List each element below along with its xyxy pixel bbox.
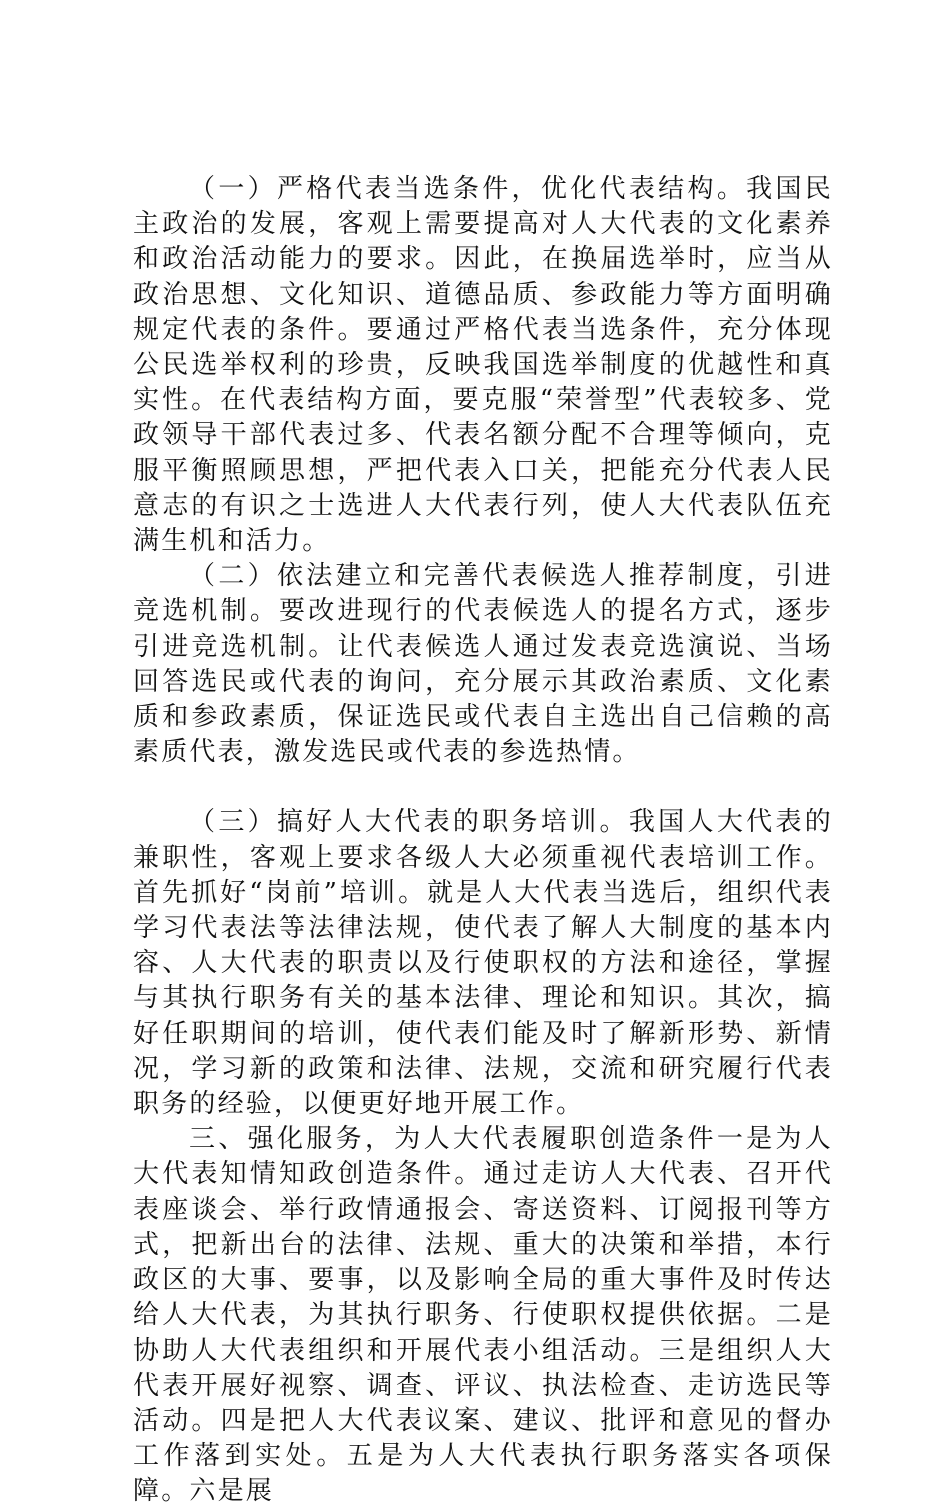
paragraph-3: （三）搞好人大代表的职务培训。我国人大代表的兼职性，客观上要求各级人大必须重视代表培训工作。首先抓好“岗前”培训。就是人大代表当选后，组织代表学习代表法等法律法规，使代表了解人大制度的基本内容、人大代表的职责以及行使职权的方法和途径，掌握与其执行职务有关的基本法律、理论和知识。其次，搞好任职期间的培训，使代表们能及时了解新形势、新情况，学习新的政策和法律、法规，交流和研究履行代表职务的经验，以便更好地开展工作。 <box>133 807 833 1120</box>
document-body <box>133 172 833 1510</box>
paragraph-1: （一）严格代表当选条件，优化代表结构。我国民主政治的发展，客观上需要提高对人大代表的文化素养和政治活动能力的要求。因此，在换届选举时，应当从政治思想、文化知识、道德品质、参政能力等方面明确规定代表的条件。要通过严格代表当选条件，充分体现公民选举权利的珍贵，反映我国选举制度的优越性和真实性。在代表结构方面，要克服“荣誉型”代表较多、党政领导干部代表过多、代表名额分配不合理等倾向，克服平衡照顾思想，严把代表入口关，把能充分代表人民意志的有识之士选进人大代表行列，使人大代表队伍充满生机和活力。 <box>133 174 833 557</box>
paragraph-2: （二）依法建立和完善代表候选人推荐制度，引进竞选机制。要改进现行的代表候选人的提名方式，逐步引进竞选机制。让代表候选人通过发表竞选演说、当场回答选民或代表的询问，充分展示其政治素质、文化素质和参政素质，保证选民或代表自主选出自己信赖的高素质代表，激发选民或代表的参选热情。 <box>133 561 833 768</box>
paragraph-4: 三、强化服务，为人大代表履职创造条件一是为人大代表知情知政创造条件。通过走访人大代表、召开代表座谈会、举行政情通报会、寄送资料、订阅报刊等方式，把新出台的法律、法规、重大的决策和举措，本行政区的大事、要事，以及影响全局的重大事件及时传达给人大代表，为其执行职务、行使职权提供依据。二是协助人大代表组织和开展代表小组活动。三是组织人大代表开展好视察、调查、评议、执法检查、走访选民等活动。四是把人大代表议案、建议、批评和意见的督办工作落到实处。五是为人大代表执行职务落实各项保障。六是展 <box>133 1124 833 1507</box>
